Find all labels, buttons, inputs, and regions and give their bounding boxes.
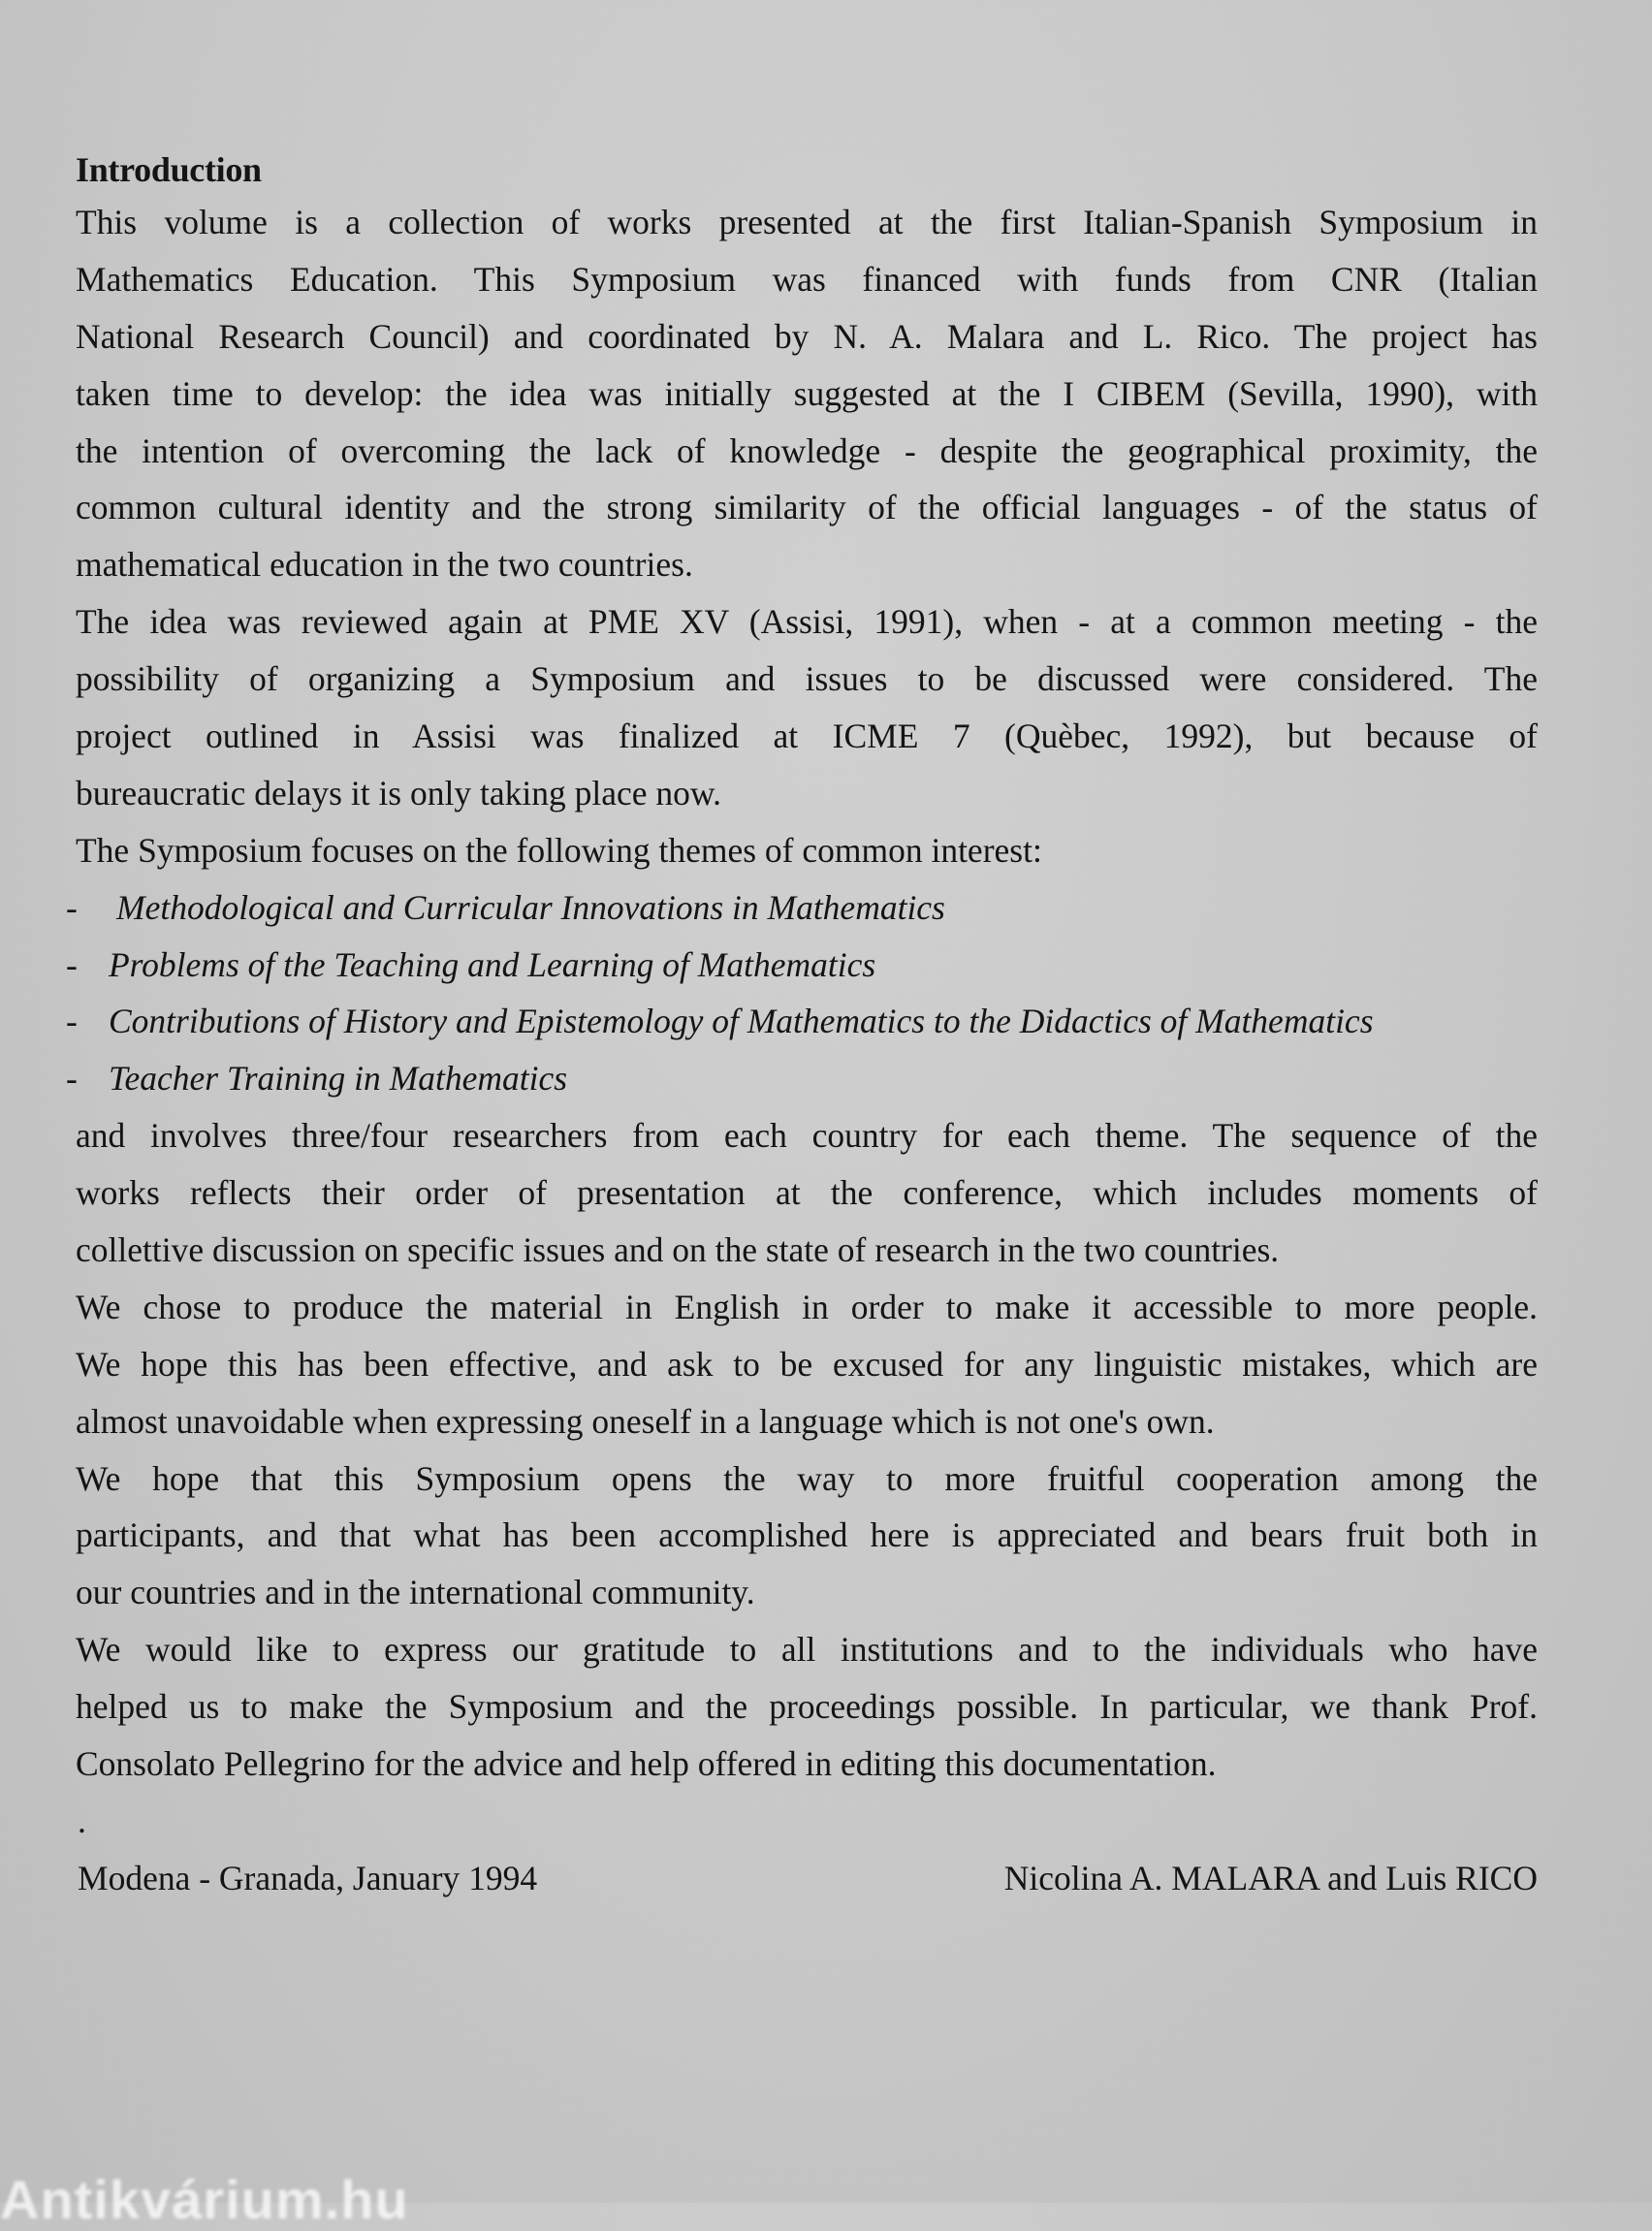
paragraph-6	[76, 1621, 1538, 1793]
document-page	[66, 145, 1538, 1907]
text-line: almost unavoidable when expressing oneself in a language which is not one's own.	[76, 1401, 1215, 1441]
text-line: We would like to express our gratitude to all institutions and to the individuals who have	[76, 1630, 1538, 1670]
text-line: the intention of overcoming the lack of knowledge - despite the geographical proximity, the	[76, 430, 1538, 470]
theme-item	[66, 879, 1538, 937]
dash-bullet-icon: -	[66, 887, 78, 927]
theme-label: Teacher Training in Mathematics	[109, 1059, 568, 1099]
text-line: possibility of organizing a Symposium and issues to be discussed were considered. The	[76, 659, 1538, 699]
text-line: helped us to make the Symposium and the proceedings possible. In particular, we thank Prof.	[76, 1687, 1538, 1727]
text-line: Consolato Pellegrino for the advice and help offered in editing this documentation.	[76, 1744, 1217, 1784]
text-line: Mathematics Education. This Symposium was financed with funds from CNR (Italian	[76, 259, 1538, 299]
themes-intro: The Symposium focuses on the following themes of common interest:	[76, 830, 1042, 870]
text-line: participants, and that what has been accomplished here is appreciated and bears fruit both in	[76, 1515, 1538, 1555]
paragraph-5	[76, 1450, 1538, 1622]
text-line: and involves three/four researchers from each country for each theme. The sequence of the	[76, 1116, 1538, 1156]
theme-label: Contributions of History and Epistemology of Mathematics to the Didactics of Mathematics	[109, 1002, 1374, 1041]
text-line: project outlined in Assisi was finalized at ICME 7 (Quèbec, 1992), but because of	[76, 717, 1538, 756]
text-line: taken time to develop: the idea was initially suggested at the I CIBEM (Sevilla, 1990), with	[76, 373, 1538, 413]
paragraph-4	[76, 1279, 1538, 1450]
stray-dot: .	[78, 1801, 86, 1840]
signature-block	[76, 1850, 1538, 1907]
text-line: common cultural identity and the strong similarity of the official languages - of the status of	[76, 488, 1538, 527]
text-line: We chose to produce the material in English in order to make it accessible to more people.	[76, 1287, 1538, 1326]
text-line: collettive discussion on specific issues and on the state of research in the two countries.	[76, 1230, 1280, 1270]
text-line: mathematical education in the two countries.	[76, 545, 693, 585]
text-line: our countries and in the international community.	[76, 1573, 755, 1612]
text-line: We hope this has been effective, and ask to be excused for any linguistic mistakes, which are	[76, 1344, 1538, 1384]
dash-bullet-icon: -	[66, 1002, 78, 1041]
text-line: works reflects their order of presentation at the conference, which includes moments of	[76, 1173, 1538, 1213]
theme-item	[66, 993, 1538, 1050]
paragraph-2	[76, 593, 1538, 822]
text-line: The idea was reviewed again at PME XV (Assisi, 1991), when - at a common meeting - the	[76, 602, 1538, 642]
place-and-date: Modena - Granada, January 1994	[78, 1858, 538, 1897]
section-heading: Introduction	[76, 150, 262, 189]
watermark: Antikvárium.hu	[0, 2169, 409, 2230]
dash-bullet-icon: -	[66, 1059, 78, 1099]
text-line: This volume is a collection of works presented at the first Italian-Spanish Symposium in	[76, 203, 1538, 241]
themes-list	[66, 879, 1538, 1108]
dash-bullet-icon: -	[66, 944, 78, 984]
theme-label: Methodological and Curricular Innovations in Mathematics	[116, 887, 945, 927]
authors: Nicolina A. MALARA and Luis RICO	[1003, 1858, 1538, 1897]
theme-label: Problems of the Teaching and Learning of Mathematics	[109, 944, 876, 984]
text-line: bureaucratic delays it is only taking place now.	[76, 773, 722, 813]
text-line: We hope that this Symposium opens the way to more fruitful cooperation among the	[76, 1458, 1538, 1498]
paragraph-3	[66, 822, 1538, 1279]
theme-item	[66, 1050, 1538, 1107]
paragraph-1	[76, 194, 1538, 593]
theme-item	[66, 937, 1538, 994]
text-line: National Research Council) and coordinated by N. A. Malara and L. Rico. The project has	[76, 316, 1538, 356]
